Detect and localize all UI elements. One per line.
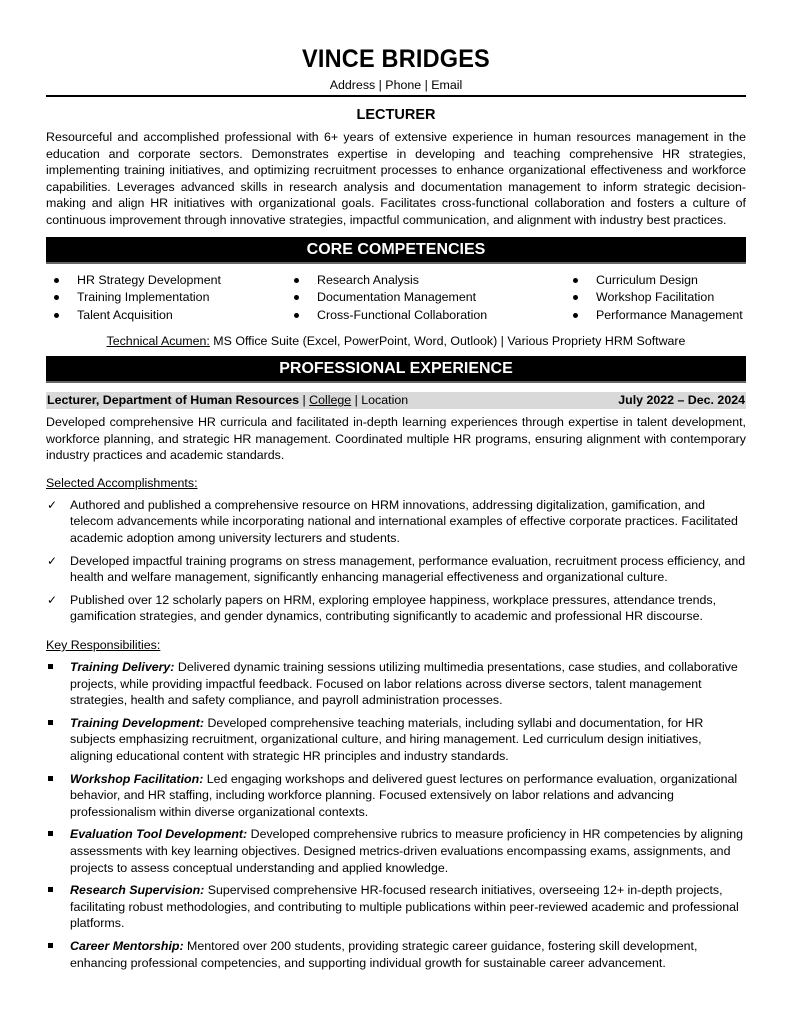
responsibility-text: Led engaging workshops and delivered guest lectures on performance evaluation, organizational behavior, and HR staffing, including workforce planning. Focused extensively on labor relations and advancing professionalism within diverse organizational contexts. [70,771,738,819]
competency-item: Cross-Functional Collaboration [286,307,565,325]
responsibility-text: Developed comprehensive rubrics to measure proficiency in HR competencies by aligning assessments with key learning objectives. Designed metrics-driven evaluations encompassing exams, assignments, and projects to assess conceptual understanding and applied knowledge. [70,827,744,875]
responsibility-item [46,771,746,821]
technical-acumen-text: MS Office Suite (Excel, PowerPoint, Word, Outlook) | Various Propriety HRM Software [209,334,686,349]
responsibilities-heading: Key Responsibilities: [46,638,161,652]
section-professional-experience: PROFESSIONAL EXPERIENCE [46,356,746,383]
candidate-name: VINCE BRIDGES [302,45,490,73]
responsibility-label: Research Supervision: [70,883,205,898]
accomplishments-list [46,497,746,625]
competency-item: Performance Management [565,307,745,325]
competency-item: Talent Acquisition [46,307,286,325]
square-bullet-icon [48,664,53,669]
square-bullet-icon [48,776,53,781]
competencies-column-1 [46,272,286,325]
competencies-grid [46,272,746,325]
responsibility-text: Developed comprehensive teaching materials, including syllabi and documentation, for HR subjects emphasizing recruitment, organizational culture, and hiring management. Led curriculum design initiatives, aligning educational content with strategic HR principles and industry standards. [70,715,704,763]
technical-acumen-label: Technical Acumen: [106,334,210,349]
responsibility-item [46,659,746,709]
responsibilities-list [46,659,746,971]
responsibility-item [46,882,746,932]
accomplishment-text: Developed impactful training programs on stress management, performance evaluation, recruitment process efficiency, and health and welfare management, significantly enhancing managerial effectiveness and organizational culture. [70,553,746,585]
responsibility-item [46,938,746,971]
job-location: | Location [351,393,409,408]
resume-page [46,0,746,971]
contact-line: Address | Phone | Email [329,78,463,92]
responsibility-label: Career Mentorship: [70,938,184,953]
job-title-line [47,392,408,409]
competencies-column-3 [565,272,745,325]
checkmark-icon: ✓ [47,497,58,512]
accomplishment-item [46,497,746,547]
accomplishment-item [46,553,746,586]
responsibility-text: Mentored over 200 students, providing strategic career guidance, fostering skill development, enhancing professional competencies, and supporting individual growth for sustainable career advancement. [70,938,698,970]
responsibility-text: Delivered dynamic training sessions utilizing multimedia presentations, case studies, and collaborative projects, while providing impactful feedback. Focused on labor relations across diverse sectors, talent management strategies, health and safety compliance, and payroll administration processes. [70,660,738,708]
job-position: Lecturer, Department of Human Resources [47,393,300,408]
job-separator: | [299,393,310,408]
technical-acumen [46,333,746,349]
job-dates: July 2022 – Dec. 2024 [618,393,745,408]
square-bullet-icon [48,943,53,948]
responsibility-item [46,715,746,765]
competency-item: Curriculum Design [565,272,745,290]
accomplishment-text: Authored and published a comprehensive resource on HRM innovations, addressing digitalization, gamification, and telecom advancements while incorporating national and international examples of effective corporate practices. Facilitated academic adoption among university lecturers and students. [70,497,738,546]
summary-paragraph: Resourceful and accomplished professional with 6+ years of extensive experience in human resources management in the education and corporate sectors. Demonstrates expertise in developing and teaching comprehensive HR strategies, implementing training initiatives, and optimizing recruitment processes to enhance organizational effectiveness and workforce capabilities. Leverages advanced skills in research analysis and documentation management to inform strategic decision-making and align HR initiatives with organizational goals. Facilitates cross-functional collaboration and fosters a culture of continuous improvement through innovative strategies, impactful communication, and alignment with industry best practices. [46,130,746,227]
competency-item: HR Strategy Development [46,272,286,290]
competencies-column-2 [286,272,565,325]
competency-item: Documentation Management [286,289,565,307]
square-bullet-icon [48,887,53,892]
responsibility-item [46,826,746,876]
competency-item: Training Implementation [46,289,286,307]
accomplishment-item [46,592,746,625]
competency-item: Research Analysis [286,272,565,290]
section-core-competencies: CORE COMPETENCIES [46,237,746,264]
responsibility-label: Workshop Facilitation: [70,771,204,786]
job-company: College [309,393,352,408]
responsibility-text: Supervised comprehensive HR-focused research initiatives, overseeing 12+ in-depth projects, facilitating robust methodologies, and contributing to multiple publications within peer-reviewed academic and professional platforms. [70,883,739,931]
square-bullet-icon [48,831,53,836]
competency-item: Workshop Facilitation [565,289,745,307]
job-title-heading: LECTURER [356,107,436,123]
responsibility-label: Training Development: [70,715,205,730]
responsibility-label: Evaluation Tool Development: [70,827,248,842]
accomplishment-text: Published over 12 scholarly papers on HRM, exploring employee happiness, workplace pressures, attendance trends, gamification strategies, and gender dynamics, contributing significantly to academic and professional HR discourse. [70,592,717,624]
responsibility-label: Training Delivery: [70,660,175,674]
checkmark-icon: ✓ [47,592,58,607]
header-divider [46,95,746,97]
checkmark-icon: ✓ [47,553,58,568]
job-header [46,392,746,409]
job-description: Developed comprehensive HR curricula and facilitated in-depth learning experiences through expertise in talent development, workforce planning, and strategic HR management. Coordinated multiple HR programs, ensuring alignment with contemporary industry practices and academic standards. [46,415,746,463]
square-bullet-icon [48,720,53,725]
accomplishments-heading: Selected Accomplishments: [46,475,198,490]
